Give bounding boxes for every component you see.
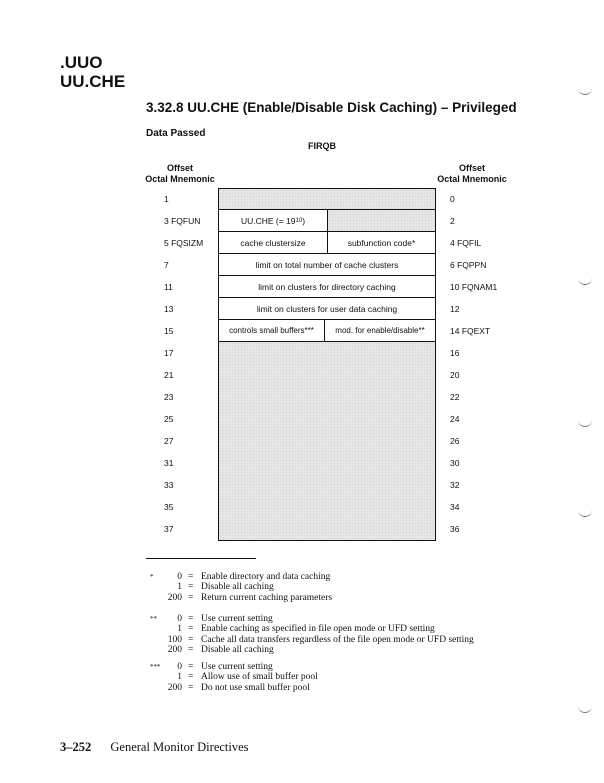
footnote-value: 0 <box>177 662 182 672</box>
margin-mark <box>578 510 592 517</box>
footnote-text: Do not use small buffer pool <box>201 682 310 693</box>
left-offset-label: 1 <box>164 194 169 204</box>
footnote-rule <box>146 558 256 559</box>
unused-shaded-area <box>218 341 436 541</box>
left-offset-label: 25 <box>164 414 174 424</box>
right-offset-label: 2 <box>450 216 455 226</box>
cache-clustersize-cell: cache clustersize <box>218 231 328 254</box>
footnote-equals: = <box>188 682 194 693</box>
footnote-text: Use current setting <box>201 614 273 624</box>
margin-mark <box>578 706 592 713</box>
footnote-value: 200 <box>167 592 182 603</box>
footnote-equals: = <box>188 624 194 635</box>
right-offset-label: 12 <box>450 304 460 314</box>
section-title: 3.32.8 UU.CHE (Enable/Disable Disk Caching) – Privileged <box>146 100 517 115</box>
footnote-text: Cache all data transfers regardless of the file open mode or UFD setting <box>201 634 474 645</box>
subfunction-code-cell: subfunction code* <box>327 231 436 254</box>
left-offset-label: 11 <box>164 282 173 292</box>
uuche-subscript: 10 <box>295 217 303 224</box>
firqb-label: FIRQB <box>308 141 336 151</box>
right-offset-label: 36 <box>450 524 460 534</box>
right-offset-label: 0 <box>450 194 455 204</box>
footnote-value: 1 <box>177 582 182 593</box>
footnote-equals: = <box>188 634 194 645</box>
right-offset-label: 14 FQEXT <box>450 326 491 336</box>
left-offset-label: 7 <box>164 260 169 270</box>
right-offset-label: 16 <box>450 348 460 358</box>
page-number: 3–252 <box>60 740 92 754</box>
uuche-function-cell <box>218 209 328 232</box>
limit-directory-cell: limit on clusters for directory caching <box>218 275 436 298</box>
left-offset-label: 15 <box>164 326 174 336</box>
right-offset-header <box>432 163 512 185</box>
uuche-label: UU.CHE (= 19 <box>240 215 296 226</box>
left-header-offset: Offset <box>166 163 193 173</box>
footnote-mark: * <box>150 573 154 581</box>
footnote-value: 200 <box>167 644 182 655</box>
side-title <box>60 53 125 91</box>
left-header-mnemonic: Octal Mnemonic <box>145 174 215 184</box>
margin-mark <box>578 278 592 285</box>
footnote-equals: = <box>188 572 194 582</box>
footnote-equals: = <box>188 582 194 593</box>
right-offset-label: 6 FQPPN <box>450 260 487 270</box>
left-offset-label: 31 <box>164 458 174 468</box>
footnote-equals: = <box>188 644 194 655</box>
right-offset-label: 10 FQNAM1 <box>450 282 498 292</box>
left-offset-label: 23 <box>164 392 174 402</box>
footnote-value: 0 <box>177 572 182 582</box>
margin-mark <box>578 420 592 427</box>
footnote-value: 0 <box>177 614 182 624</box>
footnote-equals: = <box>188 592 194 603</box>
footnote-mark: ** <box>150 615 157 623</box>
left-offset-label: 5 FQSIZM <box>164 238 204 248</box>
footnote-text: Enable caching as specified in file open mode or UFD setting <box>201 624 435 635</box>
footnote-text: Return current caching parameters <box>201 592 333 603</box>
footnote-text: Disable all caching <box>201 582 274 593</box>
footnote-text: Enable directory and data caching <box>201 572 331 582</box>
uuche-close: ) <box>302 215 306 226</box>
small-buffers-cell: controls small buffers*** <box>218 319 325 342</box>
footnote-value: 1 <box>177 624 182 635</box>
left-offset-header <box>140 163 220 185</box>
footnote-equals: = <box>188 672 194 683</box>
left-offset-label: 27 <box>164 436 174 446</box>
footnote-text: Disable all caching <box>201 644 274 655</box>
limit-user-data-cell: limit on clusters for user data caching <box>218 297 436 320</box>
footnote-equals: = <box>188 614 194 624</box>
row-1-0-reserved <box>218 188 436 210</box>
right-offset-label: 34 <box>450 502 460 512</box>
side-title-line-1: .UUO <box>60 53 103 72</box>
right-offset-label: 24 <box>450 414 460 424</box>
footnote-value: 200 <box>167 682 182 693</box>
right-offset-label: 22 <box>450 392 460 402</box>
left-offset-label: 35 <box>164 502 174 512</box>
right-offset-label: 26 <box>450 436 460 446</box>
left-offset-label: 21 <box>164 370 174 380</box>
footnote-value: 100 <box>167 634 182 645</box>
margin-mark <box>578 88 592 95</box>
footnote-equals: = <box>188 662 194 672</box>
footer-title: General Monitor Directives <box>110 740 249 754</box>
data-passed-label: Data Passed <box>146 128 206 139</box>
right-offset-label: 4 FQFIL <box>450 238 482 248</box>
left-offset-label: 17 <box>164 348 174 358</box>
right-offset-label: 32 <box>450 480 460 490</box>
mod-enable-disable-cell: mod. for enable/disable** <box>324 319 436 342</box>
footnote-text: Use current setting <box>201 662 273 672</box>
right-offset-label: 20 <box>450 370 460 380</box>
left-offset-label: 3 FQFUN <box>164 216 201 226</box>
left-offset-label: 13 <box>164 304 174 314</box>
left-offset-label: 37 <box>164 524 174 534</box>
footnote-value: 1 <box>177 672 182 683</box>
right-header-mnemonic: Octal Mnemonic <box>437 174 507 184</box>
left-offset-label: 33 <box>164 480 174 490</box>
right-header-offset: Offset <box>458 163 485 173</box>
row-3-2-reserved <box>327 209 436 232</box>
side-title-line-2: UU.CHE <box>60 72 126 91</box>
footnote-mark: *** <box>150 663 161 671</box>
right-offset-label: 30 <box>450 458 460 468</box>
footer <box>60 740 249 755</box>
footnote-text: Allow use of small buffer pool <box>201 672 318 683</box>
limit-total-cell: limit on total number of cache clusters <box>218 253 436 276</box>
